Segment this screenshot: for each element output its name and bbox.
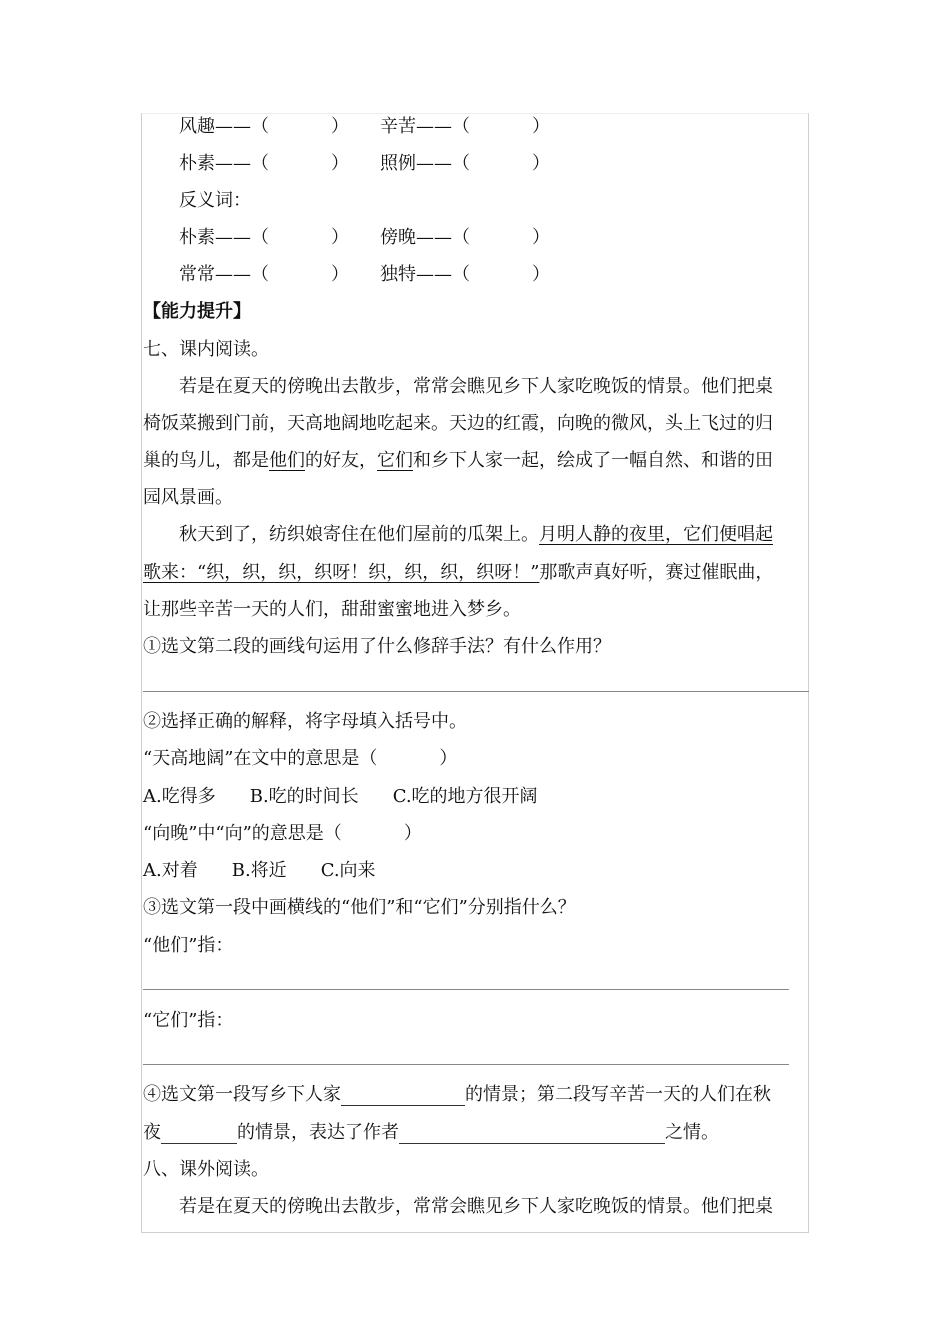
passage2-line2: 歌来：“织，织，织，织呀！织，织，织，织呀！”那歌声真好听，赛过催眠曲， <box>143 562 774 583</box>
antonym-row-1-col2: 傍晚——（ ） <box>380 227 550 248</box>
question-2b-options: A.对着 B.将近 C.向来 <box>143 860 376 881</box>
answer-line-q3b[interactable] <box>143 1064 789 1065</box>
passage1-line3: 巢的鸟儿，都是他们的好友，它们和乡下人家一起，绘成了一幅自然、和谐的田 <box>143 450 773 471</box>
question-2a: “天高地阔”在文中的意思是（ ） <box>143 748 458 769</box>
question-2b: “向晚”中“向”的意思是（ ） <box>143 823 422 844</box>
antonym-row-2: 常常——（ ） <box>179 264 349 285</box>
blank-q4-1[interactable] <box>341 1087 465 1106</box>
passage3-line1: 若是在夏天的傍晚出去散步，常常会瞧见乡下人家吃晚饭的情景。他们把桌 <box>179 1196 773 1217</box>
passage1-line2: 椅饭菜搬到门前，天高地阔地吃起来。天边的红霞，向晚的微风，头上飞过的归 <box>143 413 773 434</box>
passage1-line1: 若是在夏天的傍晚出去散步，常常会瞧见乡下人家吃晚饭的情景。他们把桌 <box>179 376 773 397</box>
underlined-sentence-part1: 月明人静的夜里，它们便唱起 <box>539 524 773 545</box>
answer-line-q1[interactable] <box>143 691 809 692</box>
question-2a-options: A.吃得多 B.吃的时间长 C.吃的地方很开阔 <box>143 786 538 807</box>
antonym-row-2-col2: 独特——（ ） <box>380 264 550 285</box>
antonym-title: 反义词： <box>179 190 251 211</box>
section-8-title: 八、课外阅读。 <box>143 1159 269 1180</box>
passage2-line1: 秋天到了，纺织娘寄住在他们屋前的瓜架上。月明人静的夜里，它们便唱起 <box>179 524 773 545</box>
question-4-line1: ④选文第一段写乡下人家 的情景；第二段写辛苦一天的人们在秋 <box>143 1084 771 1105</box>
passage2-line3: 让那些辛苦一天的人们，甜甜蜜蜜地进入梦乡。 <box>143 599 521 620</box>
synonym-row-2-col2: 照例——（ ） <box>380 153 550 174</box>
synonym-row-2: 朴素——（ ） <box>179 153 349 174</box>
question-2: ②选择正确的解释，将字母填入括号中。 <box>143 711 467 732</box>
passage1-line4: 园风景画。 <box>143 487 233 508</box>
blank-q4-2[interactable] <box>161 1125 237 1144</box>
underlined-sentence-part2: 歌来：“织，织，织，织呀！织，织，织，织呀！” <box>143 562 540 583</box>
question-1: ①选文第二段的画线句运用了什么修辞手法？有什么作用？ <box>143 636 611 657</box>
section-7-title: 七、课内阅读。 <box>143 339 269 360</box>
question-3: ③选文第一段中画横线的“他们”和“它们”分别指什么？ <box>143 897 576 918</box>
section-ability: 【能力提升】 <box>143 301 251 322</box>
question-3a-label: “他们”指： <box>143 935 234 956</box>
answer-line-q3a[interactable] <box>143 989 789 990</box>
question-4-line2: 夜 的情景，表达了作者 之情。 <box>143 1122 719 1143</box>
question-3b-label: “它们”指： <box>143 1010 234 1031</box>
underlined-tamen-they: 他们 <box>269 450 305 471</box>
antonym-row-1: 朴素——（ ） <box>179 227 349 248</box>
synonym-row-1: 风趣——（ ） <box>179 116 349 137</box>
underlined-tamen-it: 它们 <box>377 450 413 471</box>
synonym-row-1-col2: 辛苦——（ ） <box>380 116 550 137</box>
blank-q4-3[interactable] <box>399 1125 665 1144</box>
